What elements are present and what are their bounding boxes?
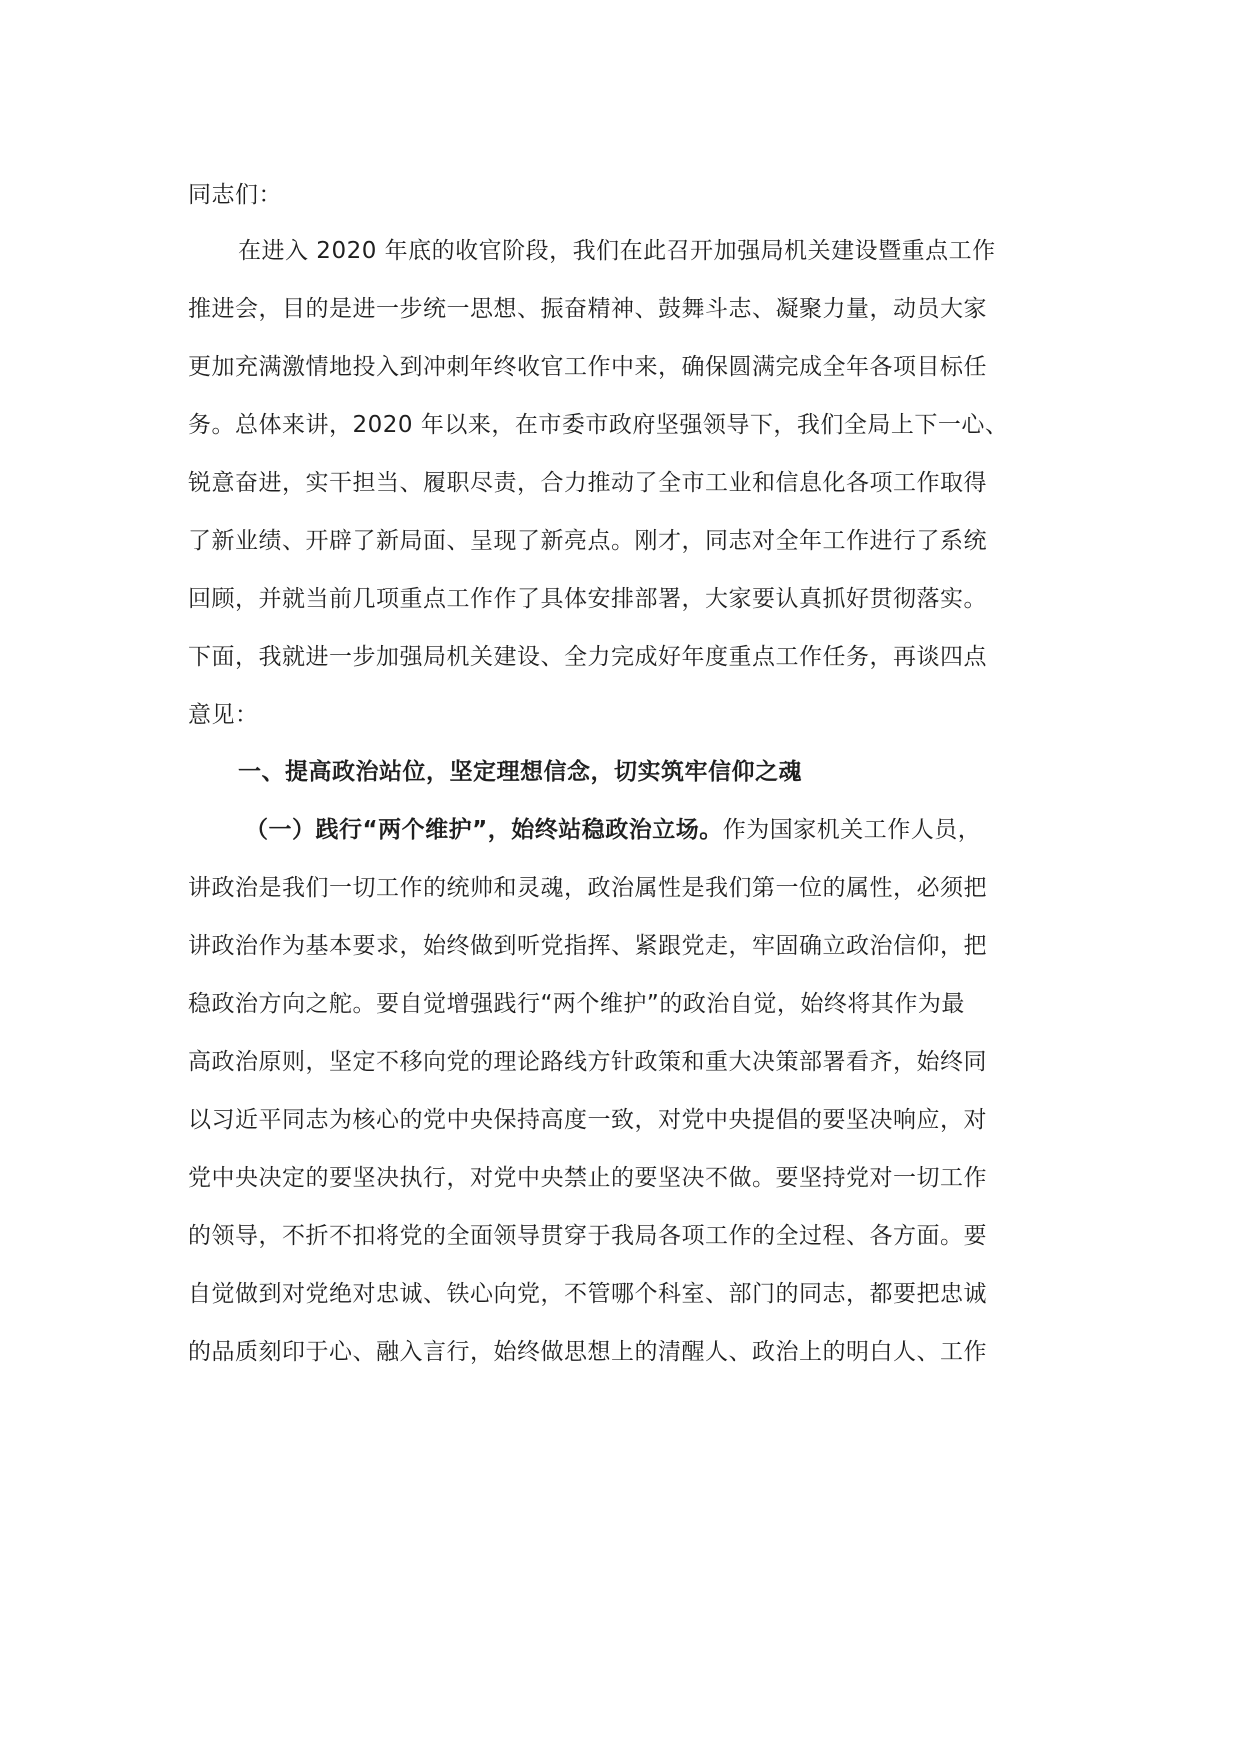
paragraph-line: 回顾，并就当前几项重点工作作了具体安排部署，大家要认真抓好贯彻落实。 xyxy=(188,586,987,612)
subsection-heading: （一）践行“两个维护”，始终站稳政治立场。 xyxy=(245,817,723,843)
paragraph-line: 高政治原则，坚定不移向党的理论路线方针政策和重大决策部署看齐，始终同 xyxy=(188,1049,987,1075)
subsection-text: 作为国家机关工作人员， xyxy=(722,817,982,843)
paragraph-line: 在进入 2020 年底的收官阶段，我们在此召开加强局机关建设暨重点工作 xyxy=(238,238,996,264)
paragraph-line: 稳政治方向之舵。要自觉增强践行“两个维护”的政治自觉，始终将其作为最 xyxy=(188,991,965,1017)
paragraph-line: 自觉做到对党绝对忠诚、铁心向党，不管哪个科室、部门的同志，都要把忠诚 xyxy=(188,1281,987,1307)
paragraph-line: 更加充满激情地投入到冲刺年终收官工作中来，确保圆满完成全年各项目标任 xyxy=(188,354,987,380)
section-heading: 一、提高政治站位，坚定理想信念，切实筑牢信仰之魂 xyxy=(238,759,802,785)
paragraph-line: 以习近平同志为核心的党中央保持高度一致，对党中央提倡的要坚决响应，对 xyxy=(188,1107,987,1133)
paragraph-line: 下面，我就进一步加强局机关建设、全力完成好年度重点工作任务，再谈四点 xyxy=(188,644,987,670)
paragraph-line: 锐意奋进，实干担当、履职尽责，合力推动了全市工业和信息化各项工作取得 xyxy=(188,470,987,496)
paragraph-line: 党中央决定的要坚决执行，对党中央禁止的要坚决不做。要坚持党对一切工作 xyxy=(188,1165,987,1191)
paragraph-line: 推进会，目的是进一步统一思想、振奋精神、鼓舞斗志、凝聚力量，动员大家 xyxy=(188,296,987,322)
paragraph-line: 务。总体来讲，2020 年以来，在市委市政府坚强领导下，我们全局上下一心、 xyxy=(188,412,1009,438)
paragraph-line: 意见： xyxy=(188,702,259,728)
paragraph-line: 的品质刻印于心、融入言行，始终做思想上的清醒人、政治上的明白人、工作 xyxy=(188,1339,987,1365)
salutation: 同志们： xyxy=(188,182,282,208)
paragraph-line: 了新业绩、开辟了新局面、呈现了新亮点。刚才，同志对全年工作进行了系统 xyxy=(188,528,987,554)
subsection-line xyxy=(245,814,1145,846)
paragraph-line: 讲政治作为基本要求，始终做到听党指挥、紧跟党走，牢固确立政治信仰，把 xyxy=(188,933,987,959)
paragraph-line: 讲政治是我们一切工作的统帅和灵魂，政治属性是我们第一位的属性，必须把 xyxy=(188,875,987,901)
paragraph-line: 的领导，不折不扣将党的全面领导贯穿于我局各项工作的全过程、各方面。要 xyxy=(188,1223,987,1249)
